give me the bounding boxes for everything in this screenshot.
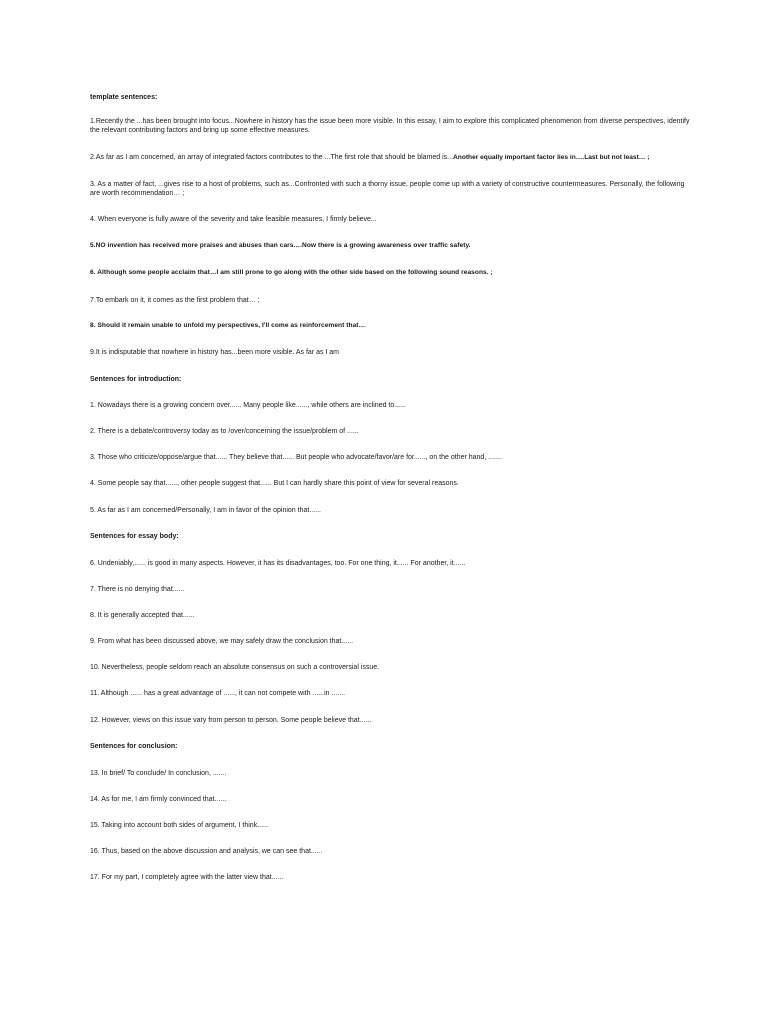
intro-heading: Sentences for introduction: [90, 376, 182, 383]
conclusion-heading: Sentences for conclusion: [90, 743, 178, 750]
intro-item-5: 5. As far as I am concerned/Personally, I am in favor of the opinion that...... [90, 507, 321, 514]
template-item-9: 9.It is indisputable that nowhere in history has...been more visible. As far as I am [90, 349, 340, 356]
intro-item-2: 2. There is a debate/controversy today as to /over/concerning the issue/problem of ...... [90, 428, 359, 435]
body-item-11: 11. Although ...... has a great advantage of ......, it can not compete with ......in ....... [90, 690, 346, 697]
conclusion-item-14: 14. As for me, I am firmly convinced that...... [90, 796, 227, 803]
body-item-10: 10. Nevertheless, people seldom reach an absolute consensus on such a controversial issue. [90, 664, 380, 671]
template-item-2-bold: Another equally important factor lies in….Last but not least… ; [453, 154, 650, 161]
template-item-2 [90, 154, 690, 163]
conclusion-item-13: 13. In brief/ To conclude/ In conclusion, ....... [90, 770, 227, 777]
template-item-8: 8. Should it remain unable to unfold my perspectives, I'll come as reinforcement that… [90, 322, 366, 329]
body-item-7: 7. There is no denying that...... [90, 586, 185, 593]
conclusion-item-15: 15. Taking into account both sides of argument, I think...... [90, 822, 269, 829]
template-heading: template sentences: [90, 94, 158, 101]
intro-item-4: 4. Some people say that......, other people suggest that...... But I can hardly share this point of view for several reasons. [90, 480, 459, 487]
template-item-2-normal: 2.As far as I am concerned, an array of integrated factors contributes to the ...The first role that should be blamed is... [90, 154, 454, 161]
body-item-9: 9. From what has been discussed above, we may safely draw the conclusion that...... [90, 638, 354, 645]
intro-item-3: 3. Those who criticize/oppose/argue that...... They believe that...... But people who advocate/favor/are for......, on the other hand, ....... [90, 454, 502, 461]
template-item-1: 1.Recently the ...has been brought into focus...Nowhere in history has the issue been more visible. In this essay, I aim to explore this complicated phenomenon from diverse perspectives, identify the relevant contributing factors and bring up some effective measures. [90, 118, 690, 134]
body-item-8: 8. It is generally accepted that...... [90, 612, 195, 619]
conclusion-item-16: 16. Thus, based on the above discussion and analysis, we can see that...... [90, 848, 323, 855]
template-item-4: 4. When everyone is fully aware of the severity and take feasible measures, I firmly believe... [90, 216, 377, 223]
template-item-3: 3. As a matter of fact, ...gives rise to a host of problems, such as...Confronted with such a thorny issue, people come up with a variety of constructive countermeasures. Personally, the following are worth recommendation… ; [90, 181, 685, 197]
body-item-6: 6. Undeniably,...... is good in many aspects. However, it has its disadvantages, too. For one thing, it...... For another, it...... [90, 560, 466, 567]
body-heading: Sentences for essay body: [90, 533, 179, 540]
intro-item-1: 1. Nowadays there is a growing concern over...... Many people like......, while others are inclined to...... [90, 402, 406, 409]
template-item-7: 7.To embark on it, it comes as the first problem that… ; [90, 297, 260, 304]
template-item-6: 6. Although some people acclaim that…I am still prone to go along with the other side based on the following sound reasons. ; [90, 269, 493, 276]
template-item-5: 5.NO invention has received more praises and abuses than cars….Now there is a growing awareness over traffic safety. [90, 242, 471, 249]
body-item-12: 12. However, views on this issue vary from person to person. Some people believe that...... [90, 717, 372, 724]
conclusion-item-17: 17. For my part, I completely agree with the latter view that...... [90, 874, 284, 881]
